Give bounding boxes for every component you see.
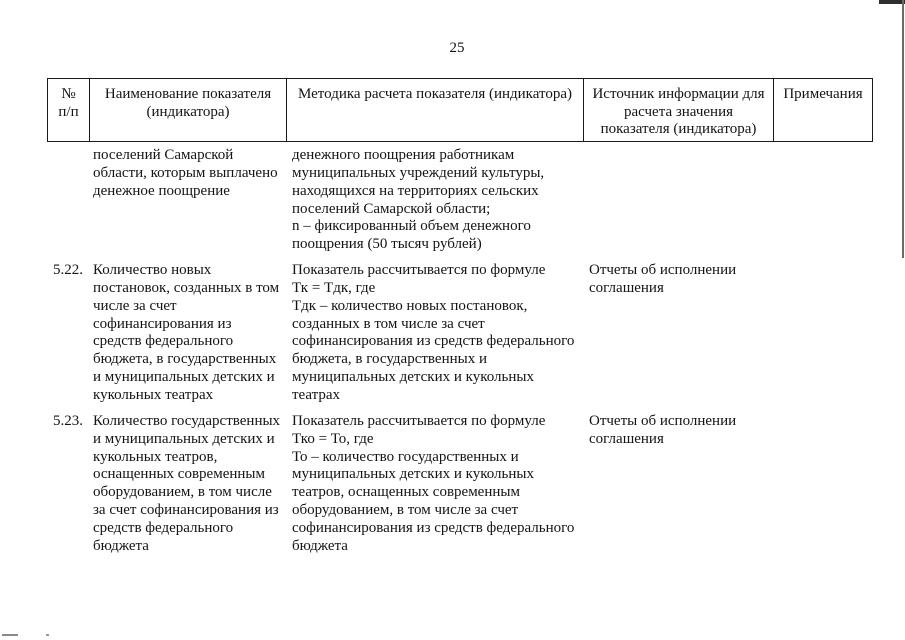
text-line: Количество новых bbox=[93, 262, 212, 279]
text-line: находящихся на территориях сельских bbox=[292, 182, 539, 199]
text-line: театрах bbox=[292, 386, 341, 403]
text-line: кукольных театров, bbox=[93, 448, 218, 465]
text-line: соглашения bbox=[589, 279, 664, 296]
text-line: области, которым выплачено bbox=[93, 164, 278, 181]
cell-information-source bbox=[583, 413, 773, 556]
text-line: средств федерального bbox=[93, 333, 234, 350]
header-line: Примечания bbox=[783, 86, 863, 102]
text-line: софинансирования из bbox=[93, 315, 232, 332]
cell-number bbox=[47, 147, 89, 254]
header-cell-number bbox=[48, 79, 89, 141]
cell-notes bbox=[773, 262, 873, 405]
cell-calculation-method bbox=[286, 262, 583, 405]
text-line: бюджета bbox=[93, 537, 149, 554]
header-cell-calculation-method bbox=[286, 79, 583, 141]
page-number: 25 bbox=[449, 40, 465, 56]
table-header bbox=[47, 78, 873, 142]
header-line: Источник информации для bbox=[592, 86, 765, 102]
text-line: денежного поощрения работникам bbox=[292, 147, 515, 163]
cell-indicator-name bbox=[89, 262, 286, 405]
text-line: Показатель рассчитывается по формуле bbox=[292, 262, 546, 279]
header-line: п/п bbox=[58, 103, 79, 120]
cell-information-source bbox=[583, 147, 773, 254]
text-line: бюджета, в государственных и bbox=[292, 351, 487, 368]
text-line: муниципальных детских и кукольных bbox=[292, 466, 534, 483]
text-line: поселений Самарской области; bbox=[292, 200, 491, 217]
table-body bbox=[47, 147, 873, 564]
text-line: оснащенных современным bbox=[93, 466, 265, 483]
cell-number: 5.22. bbox=[53, 262, 83, 279]
text-line: средств федерального bbox=[93, 519, 234, 536]
cell-notes bbox=[773, 413, 873, 556]
text-line: бюджета, в государственных bbox=[93, 351, 277, 368]
scan-artifact bbox=[46, 634, 49, 636]
header-cell-information-source bbox=[583, 79, 773, 141]
text-line: поощрения (50 тысяч рублей) bbox=[292, 236, 482, 253]
header-cell-indicator-name bbox=[89, 79, 286, 141]
text-line: бюджета bbox=[292, 537, 348, 554]
text-line: Показатель рассчитывается по формуле bbox=[292, 412, 546, 429]
text-line: Отчеты об исполнении bbox=[589, 412, 737, 429]
table-row bbox=[47, 413, 873, 556]
text-line: поселений Самарской bbox=[93, 147, 234, 163]
cell-indicator-name bbox=[89, 413, 286, 556]
cell-number: 5.23. bbox=[53, 412, 83, 429]
text-line: денежное поощрение bbox=[93, 182, 230, 199]
text-line: Количество государственных bbox=[93, 412, 281, 429]
header-line: Наименование показателя bbox=[104, 86, 272, 102]
text-line: театров, оснащенных современным bbox=[292, 484, 520, 501]
text-line: муниципальных детских и кукольных bbox=[292, 369, 534, 386]
scan-artifact bbox=[2, 634, 18, 636]
text-line: кукольных театрах bbox=[93, 386, 214, 403]
scan-artifact bbox=[902, 0, 904, 258]
text-line: софинансирования из средств федерального bbox=[292, 519, 575, 536]
cell-information-source bbox=[583, 262, 773, 405]
cell-calculation-method bbox=[286, 147, 583, 254]
text-line: оборудованием, в том числе bbox=[93, 484, 272, 501]
header-line: показателя (индикатора) bbox=[600, 121, 757, 138]
text-line: Тко = То, где bbox=[292, 430, 374, 447]
table-row bbox=[47, 262, 873, 405]
cell-indicator-name bbox=[89, 147, 286, 254]
text-line: созданных в том числе за счет bbox=[292, 315, 485, 332]
header-line: Методика расчета показателя (индикатора) bbox=[297, 86, 573, 102]
text-line: оборудованием, в том числе за счет bbox=[292, 502, 519, 519]
cell-calculation-method bbox=[286, 413, 583, 556]
cell-notes bbox=[773, 147, 873, 254]
text-line: Тдк – количество новых постановок, bbox=[292, 297, 528, 314]
header-line: расчета значения bbox=[623, 103, 734, 120]
text-line: числе за счет bbox=[93, 297, 177, 314]
header-line: (индикатора) bbox=[146, 103, 230, 120]
header-cell-notes bbox=[773, 79, 872, 141]
header-line: № bbox=[61, 86, 76, 102]
text-line: Тк = Тдк, где bbox=[292, 279, 376, 296]
text-line: соглашения bbox=[589, 430, 664, 447]
text-line: и муниципальных детских и bbox=[93, 430, 275, 447]
text-line: n – фиксированный объем денежного bbox=[292, 218, 531, 235]
text-line: за счет софинансирования из bbox=[93, 502, 279, 519]
text-line: и муниципальных детских и bbox=[93, 369, 275, 386]
text-line: То – количество государственных и bbox=[292, 448, 519, 465]
text-line: муниципальных учреждений культуры, bbox=[292, 164, 545, 181]
table-row bbox=[47, 147, 873, 254]
text-line: Отчеты об исполнении bbox=[589, 262, 737, 279]
text-line: постановок, созданных в том bbox=[93, 279, 280, 296]
text-line: софинансирования из средств федерального bbox=[292, 333, 575, 350]
